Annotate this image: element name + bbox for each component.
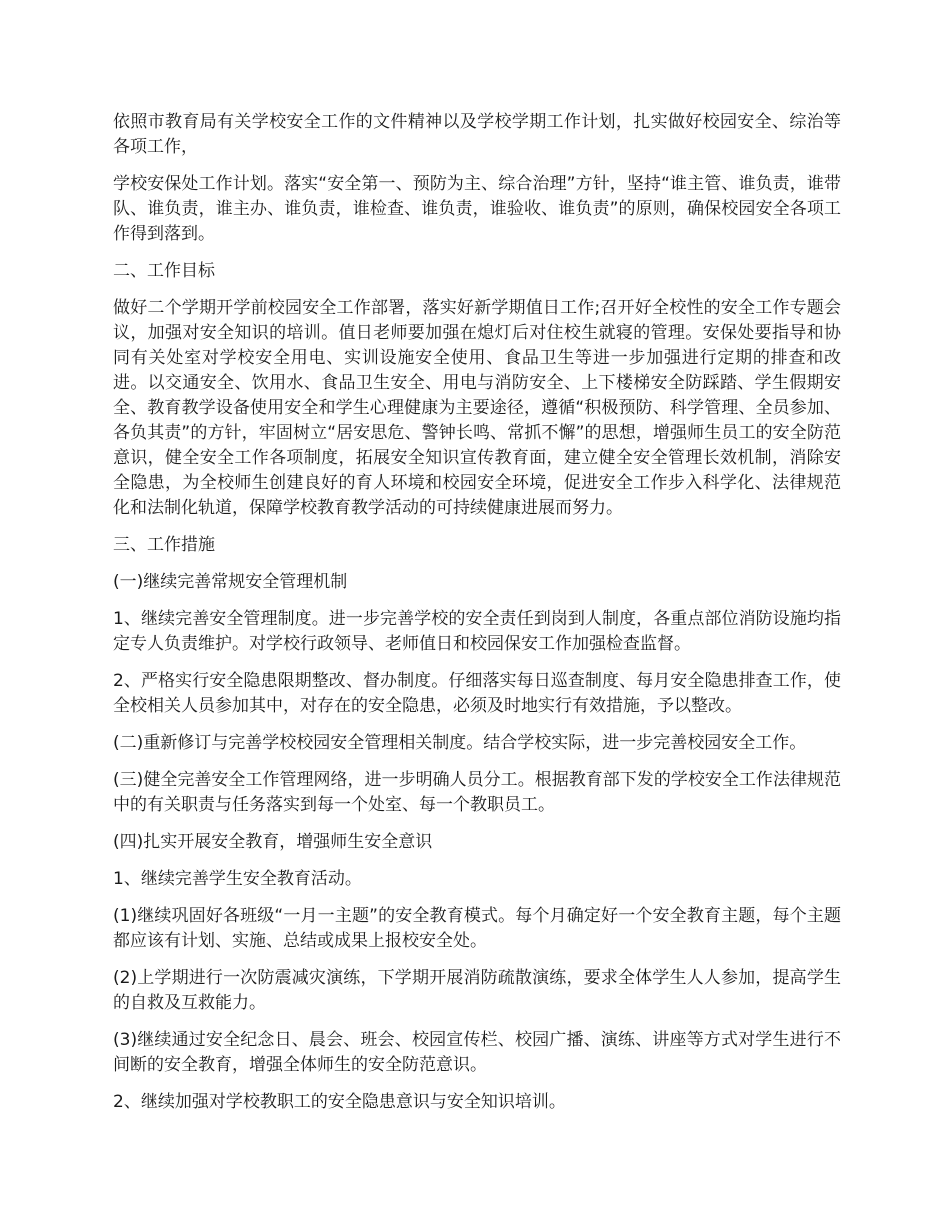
paragraph-measure-1: 1、继续完善安全管理制度。进一步完善学校的安全责任到岗到人制度，各重点部位消防设施均指定专人负责维护。对学校行政领导、老师值日和校园保安工作加强检查监督。: [113, 609, 841, 654]
subheading-education: (四)扎实开展安全教育，增强师生安全意识: [113, 832, 433, 852]
subheading-routine-mechanism: (一)继续完善常规安全管理机制: [113, 572, 348, 592]
paragraph-goals: 做好二个学期开学前校园安全工作部署，落实好新学期值日工作;召开好全校性的安全工作专题会议，加强对安全知识的培训。值日老师要加强在熄灯后对住校生就寝的管理。安保处要指导和协同有关处室对学校安全用电、实训设施安全使用、食品卫生等进一步加强进行定期的排查和改进。以交通安全、饮用水、食品卫生安全、用电与消防安全、上下楼梯安全防踩踏、学生假期安全、教育教学设备使用安全和学生心理健康为主要途径，遵循“积极预防、科学管理、全员参加、各负其责”的方针，牢固树立“居安思危、警钟长鸣、常抓不懈”的思想，增强师生员工的安全防范意识，健全安全工作各项制度，拓展安全知识宣传教育面，建立健全安全管理长效机制，消除安全隐患，为全校师生创建良好的育人环境和校园安全环境，促进安全工作步入科学化、法律规范化和法制化轨道，保障学校教育教学活动的可持续健康进展而努力。: [113, 298, 841, 518]
paragraph-intro: 依照市教育局有关学校安全工作的文件精神以及学校学期工作计划，扎实做好校园安全、综治等各项工作，: [113, 112, 841, 157]
paragraph-staff-training: 2、继续加强对学校教职工的安全隐患意识与安全知识培训。: [113, 1092, 566, 1112]
paragraph-network: (三)健全完善安全工作管理网络，进一步明确人员分工。根据教育部下发的学校安全工作法律规范中的有关职责与任务落实到每一个处室、每一个教职员工。: [113, 770, 841, 815]
paragraph-ongoing-education: (3)继续通过安全纪念日、晨会、班会、校园宣传栏、校园广播、演练、讲座等方式对学生进行不间断的安全教育，增强全体师生的安全防范意识。: [113, 1030, 841, 1075]
paragraph-student-activities: 1、继续完善学生安全教育活动。: [113, 869, 362, 889]
section-heading-measures: 三、工作措施: [113, 535, 215, 555]
paragraph-drills: (2)上学期进行一次防震减灾演练，下学期开展消防疏散演练，要求全体学生人人参加，提高学生的自救及互救能力。: [113, 968, 841, 1013]
document-body: [113, 110, 841, 1127]
paragraph-policy: 学校安保处工作计划。落实“安全第一、预防为主、综合治理”方针，坚持“谁主管、谁负责，谁带队、谁负责，谁主办、谁负责，谁检查、谁负责，谁验收、谁负责”的原则，确保校园安全各项工作得到落到。: [113, 174, 841, 244]
paragraph-monthly-theme: (1)继续巩固好各班级“一月一主题”的安全教育模式。每个月确定好一个安全教育主题，每个主题都应该有计划、实施、总结或成果上报校安全处。: [113, 906, 841, 951]
paragraph-measure-2: 2、严格实行安全隐患限期整改、督办制度。仔细落实每日巡查制度、每月安全隐患排查工作，使全校相关人员参加其中，对存在的安全隐患，必须及时地实行有效措施，予以整改。: [113, 671, 841, 716]
section-heading-goals: 二、工作目标: [113, 261, 215, 281]
paragraph-revise-rules: (二)重新修订与完善学校校园安全管理相关制度。结合学校实际，进一步完善校园安全工作。: [113, 733, 807, 753]
